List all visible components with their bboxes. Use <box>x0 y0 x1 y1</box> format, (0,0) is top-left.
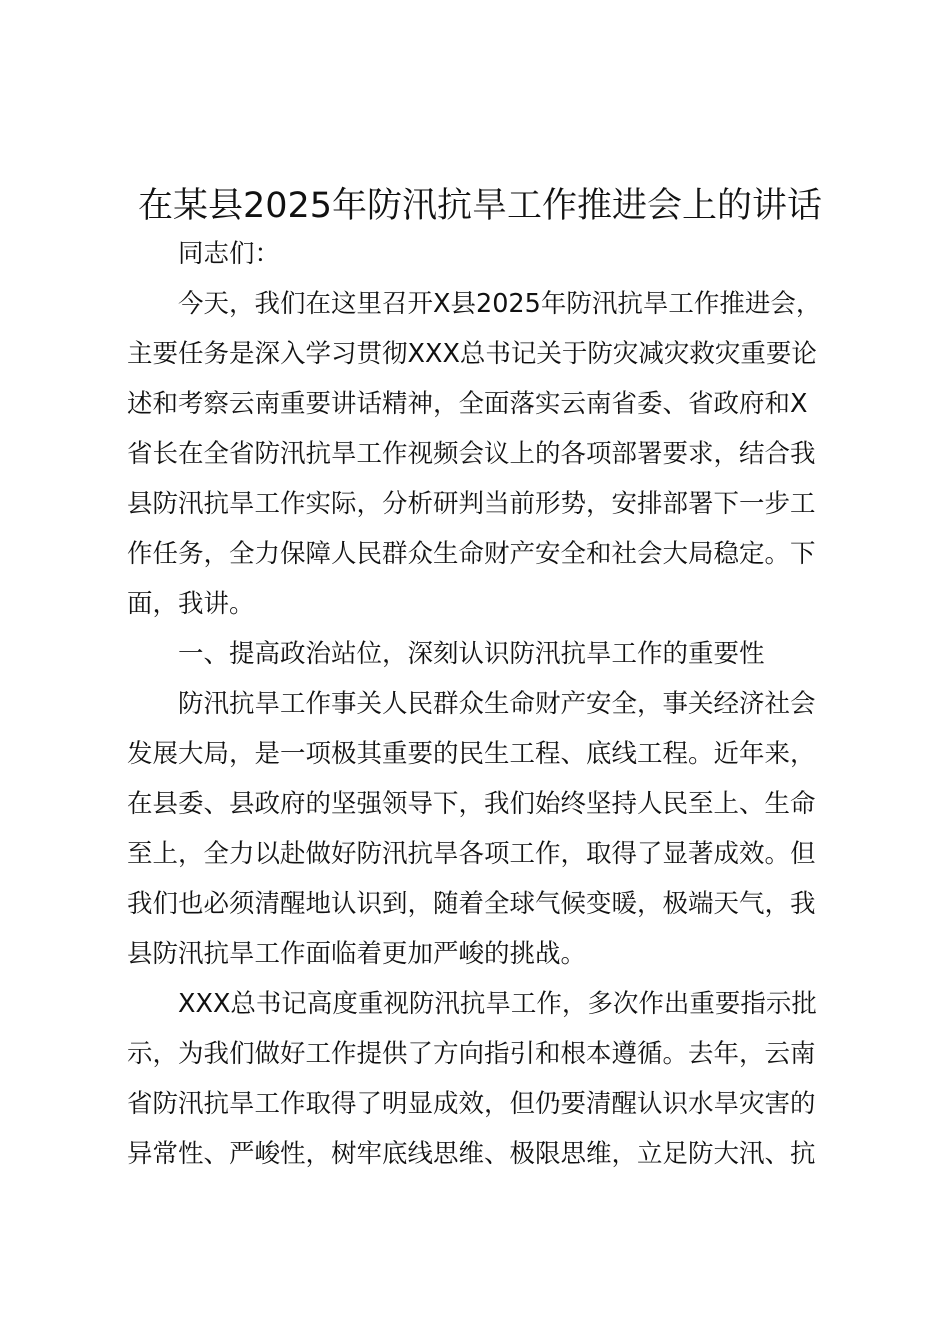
text-line: 省防汛抗旱工作取得了明显成效，但仍要清醒认识水旱灾害的 <box>127 1089 816 1119</box>
document-body <box>127 229 837 1179</box>
text-line: 发展大局，是一项极其重要的民生工程、底线工程。近年来， <box>127 739 816 769</box>
text-line: 今天，我们在这里召开X县2025年防汛抗旱工作推进会， <box>178 289 822 319</box>
section-heading: 一、提高政治站位，深刻认识防汛抗旱工作的重要性 <box>178 639 765 669</box>
text-line: 县防汛抗旱工作实际，分析研判当前形势，安排部署下一步工 <box>127 489 816 519</box>
text-line: 主要任务是深入学习贯彻XXX总书记关于防灾减灾救灾重要论 <box>127 339 817 369</box>
document-title: 在某县2025年防汛抗旱工作推进会上的讲话 <box>137 186 823 226</box>
text-line: XXX总书记高度重视防汛抗旱工作，多次作出重要指示批 <box>178 989 817 1019</box>
text-line: 示，为我们做好工作提供了方向指引和根本遵循。去年，云南 <box>127 1039 816 1069</box>
text-line: 作任务，全力保障人民群众生命财产安全和社会大局稳定。下 <box>127 539 816 569</box>
text-line: 防汛抗旱工作事关人民群众生命财产安全，事关经济社会 <box>178 689 816 719</box>
salutation: 同志们： <box>178 239 281 269</box>
text-line: 异常性、严峻性，树牢底线思维、极限思维，立足防大汛、抗 <box>127 1139 816 1169</box>
text-line: 述和考察云南重要讲话精神，全面落实云南省委、省政府和X <box>127 389 808 419</box>
text-line: 县防汛抗旱工作面临着更加严峻的挑战。 <box>127 939 587 969</box>
text-line: 省长在全省防汛抗旱工作视频会议上的各项部署要求，结合我 <box>127 439 816 469</box>
paragraph-2 <box>127 679 837 979</box>
section-heading-1 <box>127 629 837 679</box>
paragraph-3 <box>127 979 837 1179</box>
text-line: 在县委、县政府的坚强领导下，我们始终坚持人民至上、生命 <box>127 789 816 819</box>
text-line: 至上，全力以赴做好防汛抗旱各项工作，取得了显著成效。但 <box>127 839 816 869</box>
text-line: 面，我讲。 <box>127 589 255 619</box>
text-line: 我们也必须清醒地认识到，随着全球气候变暖，极端天气，我 <box>127 889 816 919</box>
paragraph-1 <box>127 279 837 629</box>
